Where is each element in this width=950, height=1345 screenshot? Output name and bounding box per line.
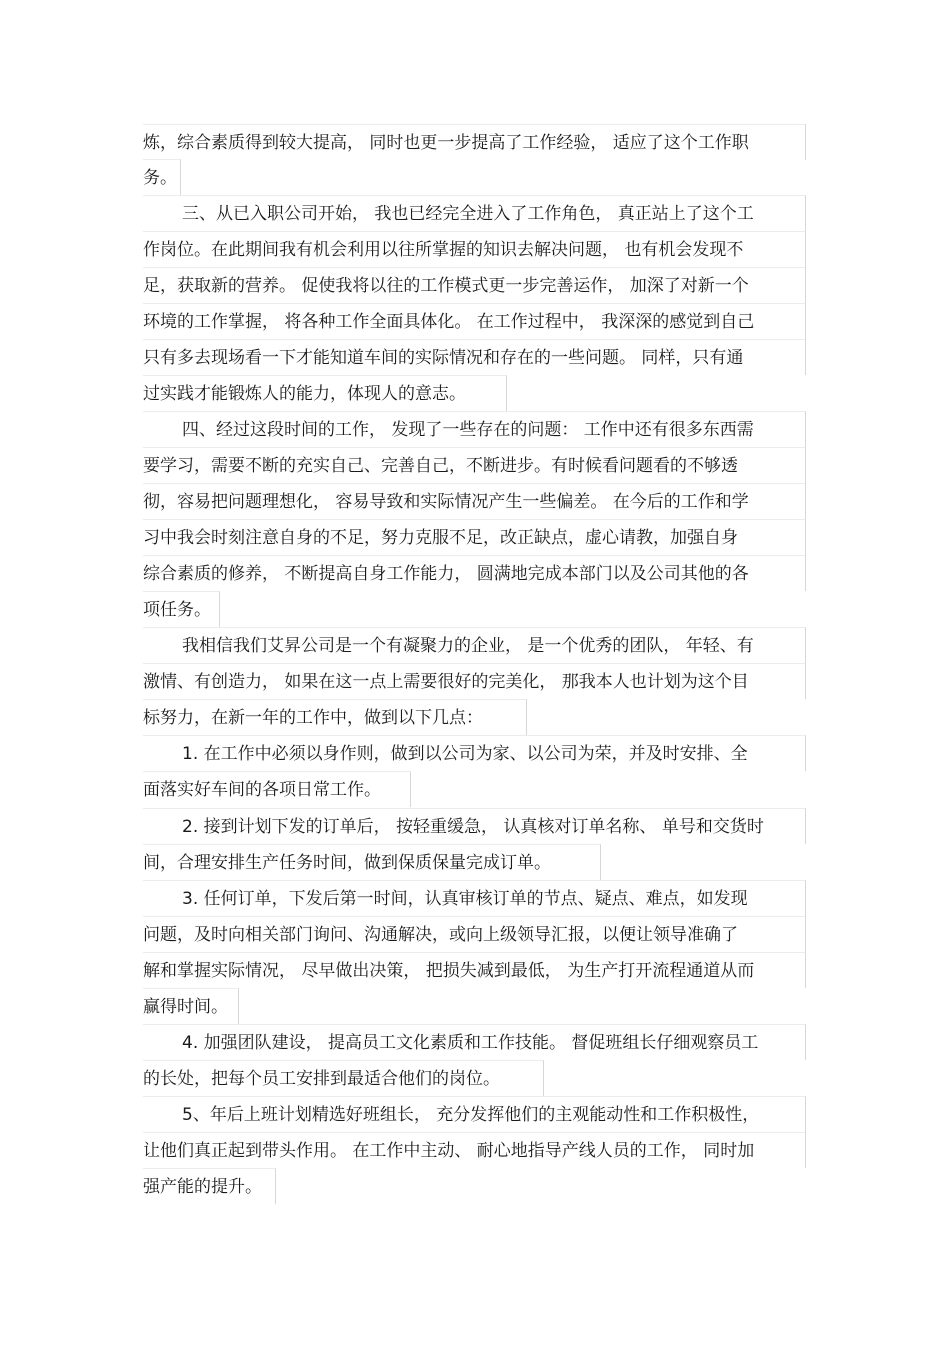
text-line: 务。 [143,159,181,195]
list-item-first-line: 4. 加强团队建设， 提高员工文化素质和工作技能。 督促班组长仔细观察员工 [143,1024,806,1060]
paragraph-first-line: 四、经过这段时间的工作， 发现了一些存在的问题： 工作中还有很多东西需 [143,411,806,447]
text-line: 的长处，把每个员工安排到最适合他们的岗位。 [143,1060,544,1096]
text-line: 赢得时间。 [143,988,239,1024]
text-line: 习中我会时刻注意自身的不足，努力克服不足，改正缺点，虚心请教，加强自身 [143,519,806,555]
text-line: 激情、有创造力， 如果在这一点上需要很好的完美化， 那我本人也计划为这个目 [143,663,806,699]
list-item-first-line: 1. 在工作中必须以身作则，做到以公司为家、以公司为荣，并及时安排、全 [143,735,806,771]
text-line: 强产能的提升。 [143,1168,276,1204]
text-line: 炼，综合素质得到较大提高， 同时也更一步提高了工作经验， 适应了这个工作职 [143,124,806,160]
text-line: 面落实好车间的各项日常工作。 [143,771,411,807]
text-line: 作岗位。在此期间我有机会利用以往所掌握的知识去解决问题， 也有机会发现不 [143,231,806,267]
text-line: 项任务。 [143,591,220,627]
paragraph-first-line: 三、从已入职公司开始， 我也已经完全进入了工作角色， 真正站上了这个工 [143,195,806,231]
text-line: 足，获取新的营养。 促使我将以往的工作模式更一步完善运作， 加深了对新一个 [143,267,806,303]
list-item-first-line: 3. 任何订单，下发后第一时间，认真审核订单的节点、疑点、难点，如发现 [143,880,806,916]
text-line: 要学习，需要不断的充实自己、完善自己，不断进步。有时候看问题看的不够透 [143,447,806,483]
paragraph-first-line: 我相信我们艾昇公司是一个有凝聚力的企业， 是一个优秀的团队， 年轻、有 [143,627,806,663]
text-line: 综合素质的修养， 不断提高自身工作能力， 圆满地完成本部门以及公司其他的各 [143,555,806,591]
text-line: 解和掌握实际情况， 尽早做出决策， 把损失减到最低， 为生产打开流程通道从而 [143,952,806,988]
text-line: 只有多去现场看一下才能知道车间的实际情况和存在的一些问题。 同样，只有通 [143,339,806,375]
text-line: 问题，及时向相关部门询问、沟通解决，或向上级领导汇报，以便让领导准确了 [143,916,806,952]
text-line: 标努力，在新一年的工作中，做到以下几点： [143,699,527,735]
text-line: 环境的工作掌握， 将各种工作全面具体化。 在工作过程中， 我深深的感觉到自己 [143,303,806,339]
list-item-first-line: 5、年后上班计划精选好班组长， 充分发挥他们的主观能动性和工作积极性， [143,1096,806,1132]
text-line: 让他们真正起到带头作用。 在工作中主动、 耐心地指导产线人员的工作， 同时加 [143,1132,806,1168]
list-item-first-line: 2. 接到计划下发的订单后， 按轻重缓急， 认真核对订单名称、 单号和交货时 [143,808,806,844]
text-line: 彻，容易把问题理想化， 容易导致和实际情况产生一些偏差。 在今后的工作和学 [143,483,806,519]
text-line: 过实践才能锻炼人的能力，体现人的意志。 [143,375,507,411]
text-line: 间，合理安排生产任务时间，做到保质保量完成订单。 [143,844,601,880]
